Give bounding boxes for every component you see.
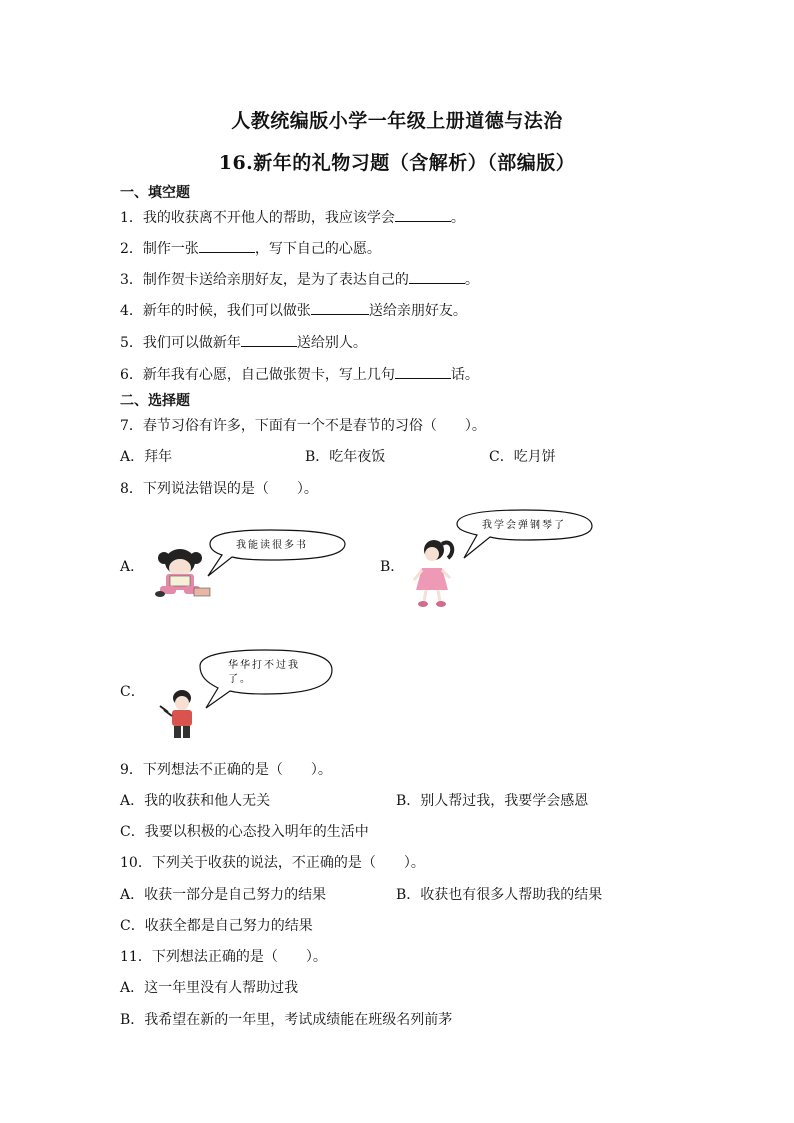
page-subtitle: 16.新年的礼物习题（含解析）（部编版） bbox=[218, 152, 576, 174]
question-3 bbox=[120, 269, 479, 289]
q7-option-a: A．拜年 bbox=[120, 449, 173, 465]
section-choice: 二、选择题 bbox=[120, 393, 190, 409]
question-text: 话。 bbox=[450, 367, 479, 383]
question-text: 送给亲朋好友。 bbox=[368, 303, 467, 319]
q9-option-b: B．别人帮过我，我要学会感恩 bbox=[396, 793, 589, 809]
question-text: 。 bbox=[450, 210, 465, 226]
answer-blank bbox=[199, 240, 255, 253]
question-2 bbox=[120, 238, 381, 258]
girl-piano-icon bbox=[414, 540, 452, 607]
question-text: 5．我们可以做新年 bbox=[120, 335, 241, 351]
answer-blank bbox=[395, 209, 451, 222]
girl-reading-icon bbox=[155, 549, 210, 597]
q8-option-b-figure bbox=[412, 508, 597, 610]
question-11: 11．下列想法正确的是（ ）。 bbox=[120, 949, 327, 965]
question-5 bbox=[120, 332, 367, 352]
question-text: 1．我的收获离不开他人的帮助，我应该学会 bbox=[120, 210, 395, 226]
question-10: 10．下列关于收获的说法，不正确的是（ ）。 bbox=[120, 855, 425, 871]
speech-bubble bbox=[457, 510, 592, 558]
q8-option-a-figure bbox=[150, 526, 350, 606]
question-9: 9．下列想法不正确的是（ ）。 bbox=[120, 762, 332, 778]
question-text: ，写下自己的心愿。 bbox=[254, 241, 381, 257]
question-4 bbox=[120, 300, 467, 320]
question-text: 。 bbox=[464, 272, 479, 288]
q7-option-b: B．吃年夜饭 bbox=[305, 449, 386, 465]
question-text: 3．制作贺卡送给亲朋好友，是为了表达自己的 bbox=[120, 272, 409, 288]
bubble-text: 了。 bbox=[228, 674, 252, 685]
answer-blank bbox=[241, 334, 297, 347]
q8-option-a-label: A． bbox=[120, 559, 145, 575]
question-7: 7．春节习俗有许多，下面有一个不是春节的习俗（ ）。 bbox=[120, 418, 486, 434]
speech-bubble bbox=[208, 530, 345, 576]
bubble-text: 华华打不过我 bbox=[228, 660, 300, 671]
q8-option-b-label: B． bbox=[380, 559, 405, 575]
question-text: 4．新年的时候，我们可以做张 bbox=[120, 303, 311, 319]
question-8: 8．下列说法错误的是（ ）。 bbox=[120, 481, 318, 497]
answer-blank bbox=[395, 366, 451, 379]
question-text: 送给别人。 bbox=[296, 335, 367, 351]
boy-arms-crossed-icon bbox=[160, 690, 192, 738]
question-text: 6．新年我有心愿，自己做张贺卡，写上几句 bbox=[120, 367, 395, 383]
q11-option-b: B．我希望在新的一年里，考试成绩能在班级名列前茅 bbox=[120, 1012, 453, 1028]
q10-option-c: C．收获全都是自己努力的结果 bbox=[120, 918, 313, 934]
q9-option-a: A．我的收获和他人无关 bbox=[120, 793, 271, 809]
q7-option-c: C．吃月饼 bbox=[489, 449, 556, 465]
speech-bubble bbox=[200, 650, 332, 708]
question-6 bbox=[120, 364, 479, 384]
bubble-text: 我学会弹钢琴了 bbox=[482, 520, 566, 531]
q8-option-c-figure bbox=[150, 646, 340, 744]
section-fill-blank: 一、填空题 bbox=[120, 185, 190, 201]
q9-option-c: C．我要以积极的心态投入明年的生活中 bbox=[120, 824, 369, 840]
bubble-text: 我能读很多书 bbox=[236, 540, 308, 551]
q10-option-b: B．收获也有很多人帮助我的结果 bbox=[396, 887, 603, 903]
question-1 bbox=[120, 207, 465, 227]
answer-blank bbox=[409, 271, 465, 284]
q8-option-c-label: C． bbox=[120, 684, 145, 700]
page-title: 人教统编版小学一年级上册道德与法治 bbox=[231, 110, 563, 132]
q10-option-a: A．收获一部分是自己努力的结果 bbox=[120, 887, 327, 903]
question-text: 2．制作一张 bbox=[120, 241, 199, 257]
answer-blank bbox=[311, 302, 369, 315]
q11-option-a: A．这一年里没有人帮助过我 bbox=[120, 980, 299, 996]
